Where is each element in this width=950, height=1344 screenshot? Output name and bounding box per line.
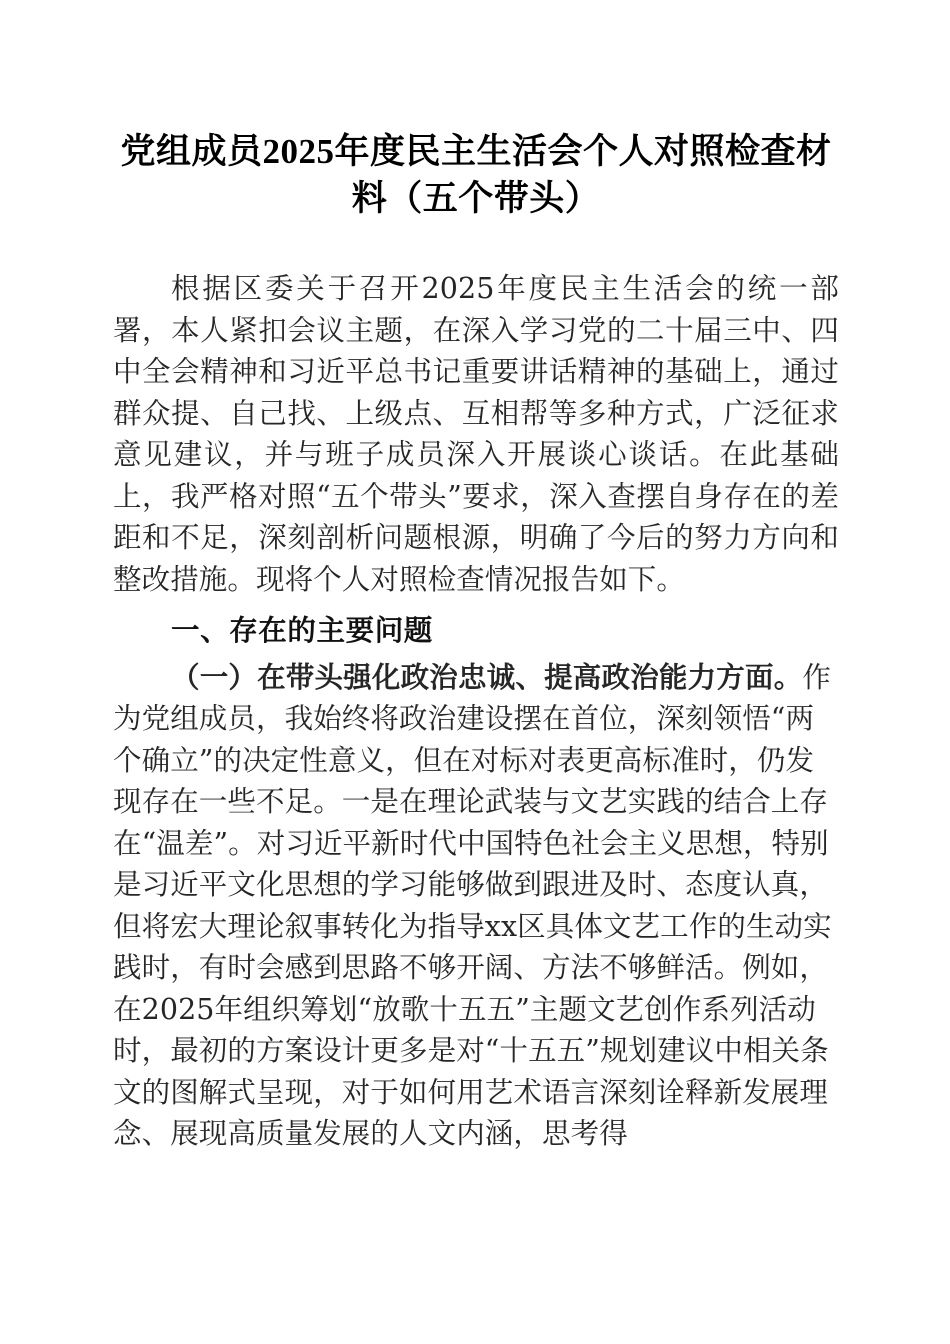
document-title: 党组成员2025年度民主生活会个人对照检查材料（五个带头）	[120, 132, 832, 218]
document-content-column	[113, 0, 839, 1155]
subsection-body-text: 作为党组成员，我始终将政治建设摆在首位，深刻领悟“两个确立”的决定性意义，但在对标对表更高标准时，仍发现存在一些不足。一是在理论武装与文艺实践的结合上存在“温差”。对习近平新时代中国特色社会主义思想，特别是习近平文化思想的学习能够做到跟进及时、态度认真，但将宏大理论叙事转化为指导xx区具体文艺工作的生动实践时，有时会感到思路不够开阔、方法不够鲜活。例如，在2025年组织筹划“放歌十五五”主题文艺创作系列活动时，最初的方案设计更多是对“十五五”规划建议中相关条文的图解式呈现，对于如何用艺术语言深刻诠释新发展理念、展现高质量发展的人文内涵，思考得	[113, 660, 832, 1150]
subsection-paragraph-political-loyalty	[113, 653, 839, 1155]
subsection-lead-label: （一）在带头强化政治忠诚、提高政治能力方面。	[171, 659, 803, 694]
section-heading-main-problems: 一、存在的主要问题	[171, 615, 433, 647]
intro-paragraph: 根据区委关于召开2025年度民主生活会的统一部署，本人紧扣会议主题，在深入学习党的二十届三中、四中全会精神和习近平总书记重要讲话精神的基础上，通过群众提、自己找、上级点、互相帮等多种方式，广泛征求意见建议，并与班子成员深入开展谈心谈话。在此基础上，我严格对照“五个带头”要求，深入查摆自身存在的差距和不足，深刻剖析问题根源，明确了今后的努力方向和整改措施。现将个人对照检查情况报告如下。	[113, 272, 839, 596]
